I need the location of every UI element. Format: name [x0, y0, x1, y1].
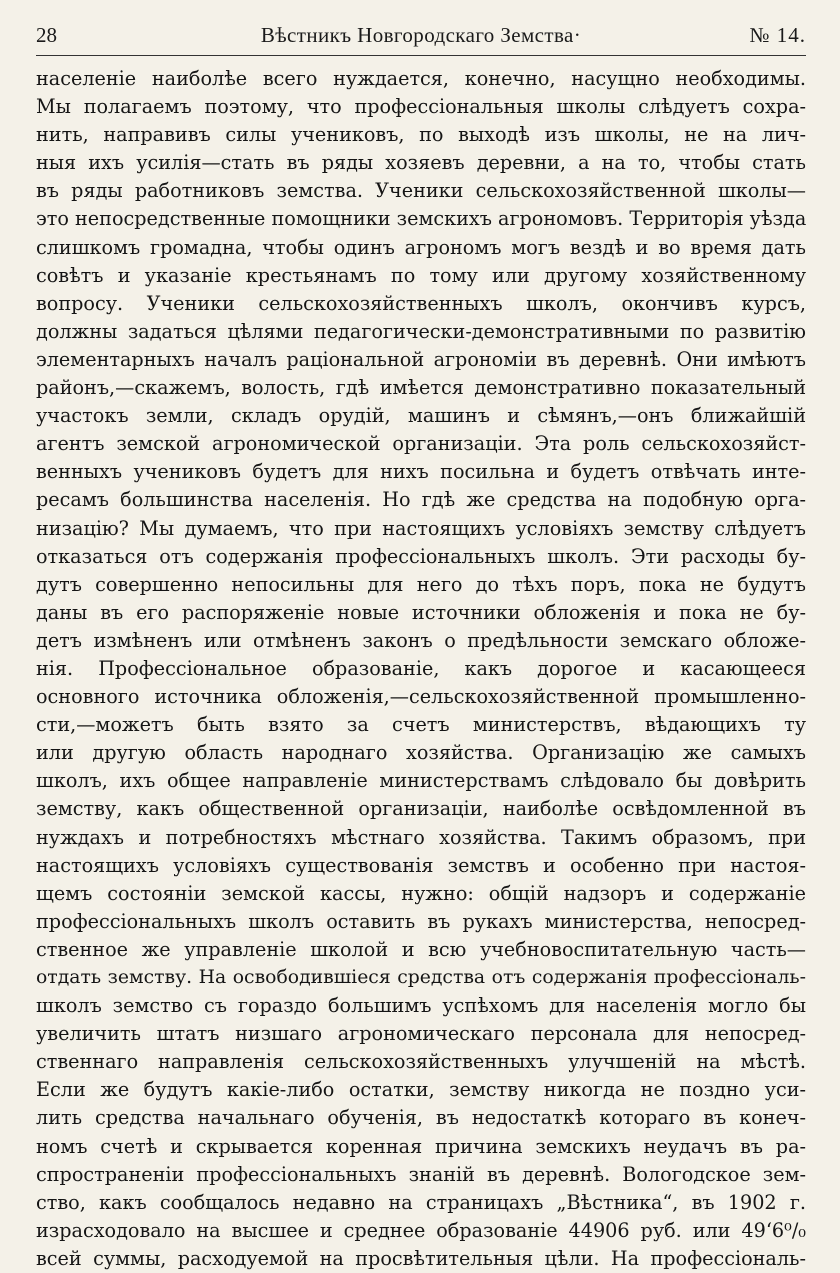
text-line: спространеніи профессіональныхъ знаній въ деревнѣ. Вологодское зем-	[36, 1162, 806, 1186]
text-line: слишкомъ громадна, чтобы одинъ агрономъ могъ вездѣ и во время дать	[36, 235, 806, 259]
text-line: земству, какъ общественной организаціи, наиболѣе освѣдомленной въ	[36, 797, 806, 821]
text-line: сти,—можетъ быть взято за счетъ министерствъ, вѣдающихъ ту	[36, 713, 806, 737]
text-line: номъ счетѣ и скрывается коренная причина земскихъ неудачъ въ ра-	[36, 1134, 806, 1158]
text-line: это непосредственные помощники земскихъ агрономовъ. Территорія уѣзда	[36, 207, 806, 231]
text-line: щемъ состояніи земской кассы, нужно: общій надзоръ и содержаніе	[36, 881, 806, 905]
text-line: отказаться отъ содержанія профессіональныхъ школъ. Эти расходы бу-	[36, 544, 806, 568]
text-line: лить средства начальнаго обученія, въ недостаткѣ котораго въ конеч-	[36, 1106, 806, 1130]
text-line: настоящихъ условіяхъ существованія земствъ и особенно при настоя-	[36, 853, 806, 877]
text-line: районъ,—скажемъ, волость, гдѣ имѣется демонстративно показательный	[36, 376, 806, 400]
text-line: ныя ихъ усилія—стать въ ряды хозяевъ деревни, а на то, чтобы стать	[36, 151, 806, 175]
text-line: увеличить штатъ низшаго агрономическаго персонала для непосред-	[36, 1022, 806, 1046]
text-line: детъ измѣненъ или отмѣненъ законъ о предѣльности земскаго обложе-	[36, 628, 806, 652]
text-line: должны задаться цѣлями педагогически-демонстративными по развитію	[36, 319, 806, 343]
text-line: вопросу. Ученики сельскохозяйственныхъ школъ, окончивъ курсъ,	[36, 291, 806, 315]
text-line: населеніе наиболѣе всего нуждается, конечно, насущно необходимы.	[36, 67, 806, 90]
text-line: профессіональныхъ школъ оставить въ рукахъ министерства, непосред-	[36, 909, 806, 933]
text-line: школъ, ихъ общее направленіе министерствамъ слѣдовало бы довѣрить	[36, 769, 806, 793]
text-line: отдать земству. На освободившіеся средства отъ содержанія профессіональ-	[36, 967, 806, 988]
text-line: всей суммы, расходуемой на просвѣтительныя цѣли. На профессіональ-	[36, 1246, 806, 1270]
text-line: агентъ земской агрономической организаціи. Эта роль сельскохозяйст-	[36, 432, 806, 456]
text-line: нуждахъ и потребностяхъ мѣстнаго хозяйства. Такимъ образомъ, при	[36, 825, 806, 849]
running-head	[36, 18, 806, 52]
issue-number: № 14.	[749, 23, 806, 47]
text-line: нія. Профессіональное образованіе, какъ дорогое и касающееся	[36, 656, 806, 680]
body-text	[36, 65, 806, 1270]
text-line: элементарныхъ началъ раціональной агрономіи въ деревнѣ. Они имѣютъ	[36, 347, 806, 371]
text-line: участокъ земли, складъ орудій, машинъ и сѣмянъ,—онъ ближайшій	[36, 404, 806, 428]
text-line: низацію? Мы думаемъ, что при настоящихъ условіяхъ земству слѣдуетъ	[36, 516, 806, 540]
text-line: израсходовало на высшее и среднее образованіе 44906 руб. или 49‘6⁰/₀	[36, 1218, 806, 1242]
text-line: ство, какъ сообщалось недавно на страницахъ „Вѣстника“, въ 1902 г.	[36, 1190, 806, 1214]
text-line: дутъ совершенно непосильны для него до тѣхъ поръ, пока не будутъ	[36, 572, 806, 596]
text-line: венныхъ учениковъ будетъ для нихъ посильна и будетъ отвѣчать инте-	[36, 460, 806, 484]
text-line: ресамъ большинства населенія. Но гдѣ же средства на подобную орга-	[36, 488, 806, 512]
text-line: даны въ его распоряженіе новые источники обложенія и пока не бу-	[36, 600, 806, 624]
text-line: или другую область народнаго хозяйства. Организацію же самыхъ	[36, 741, 806, 765]
text-line: ственнаго направленія сельскохозяйственныхъ улучшеній на мѣстѣ.	[36, 1050, 806, 1074]
header-rule	[36, 55, 806, 56]
text-line: Если же будутъ какіе-либо остатки, земству никогда не поздно уси-	[36, 1078, 806, 1102]
page-number: 28	[36, 23, 57, 47]
text-line: совѣтъ и указаніе крестьянамъ по тому или другому хозяйственному	[36, 263, 806, 287]
journal-title: Вѣстникъ Новгородскаго Земства·	[260, 23, 582, 47]
text-line: нить, направивъ силы учениковъ, по выходѣ изъ школы, не на лич-	[36, 123, 806, 147]
text-line: ственное же управленіе школой и всю учебновоспитательную часть—	[36, 937, 806, 961]
text-line: Мы полагаемъ поэтому, что профессіональныя школы слѣдуетъ сохра-	[36, 95, 806, 119]
text-line: школъ земство съ гораздо большимъ успѣхомъ для населенія могло бы	[36, 994, 806, 1018]
text-line: въ ряды работниковъ земства. Ученики сельскохозяйственной школы—	[36, 179, 806, 203]
text-line: основного источника обложенія,—сельскохозяйственной промышленно-	[36, 685, 806, 709]
